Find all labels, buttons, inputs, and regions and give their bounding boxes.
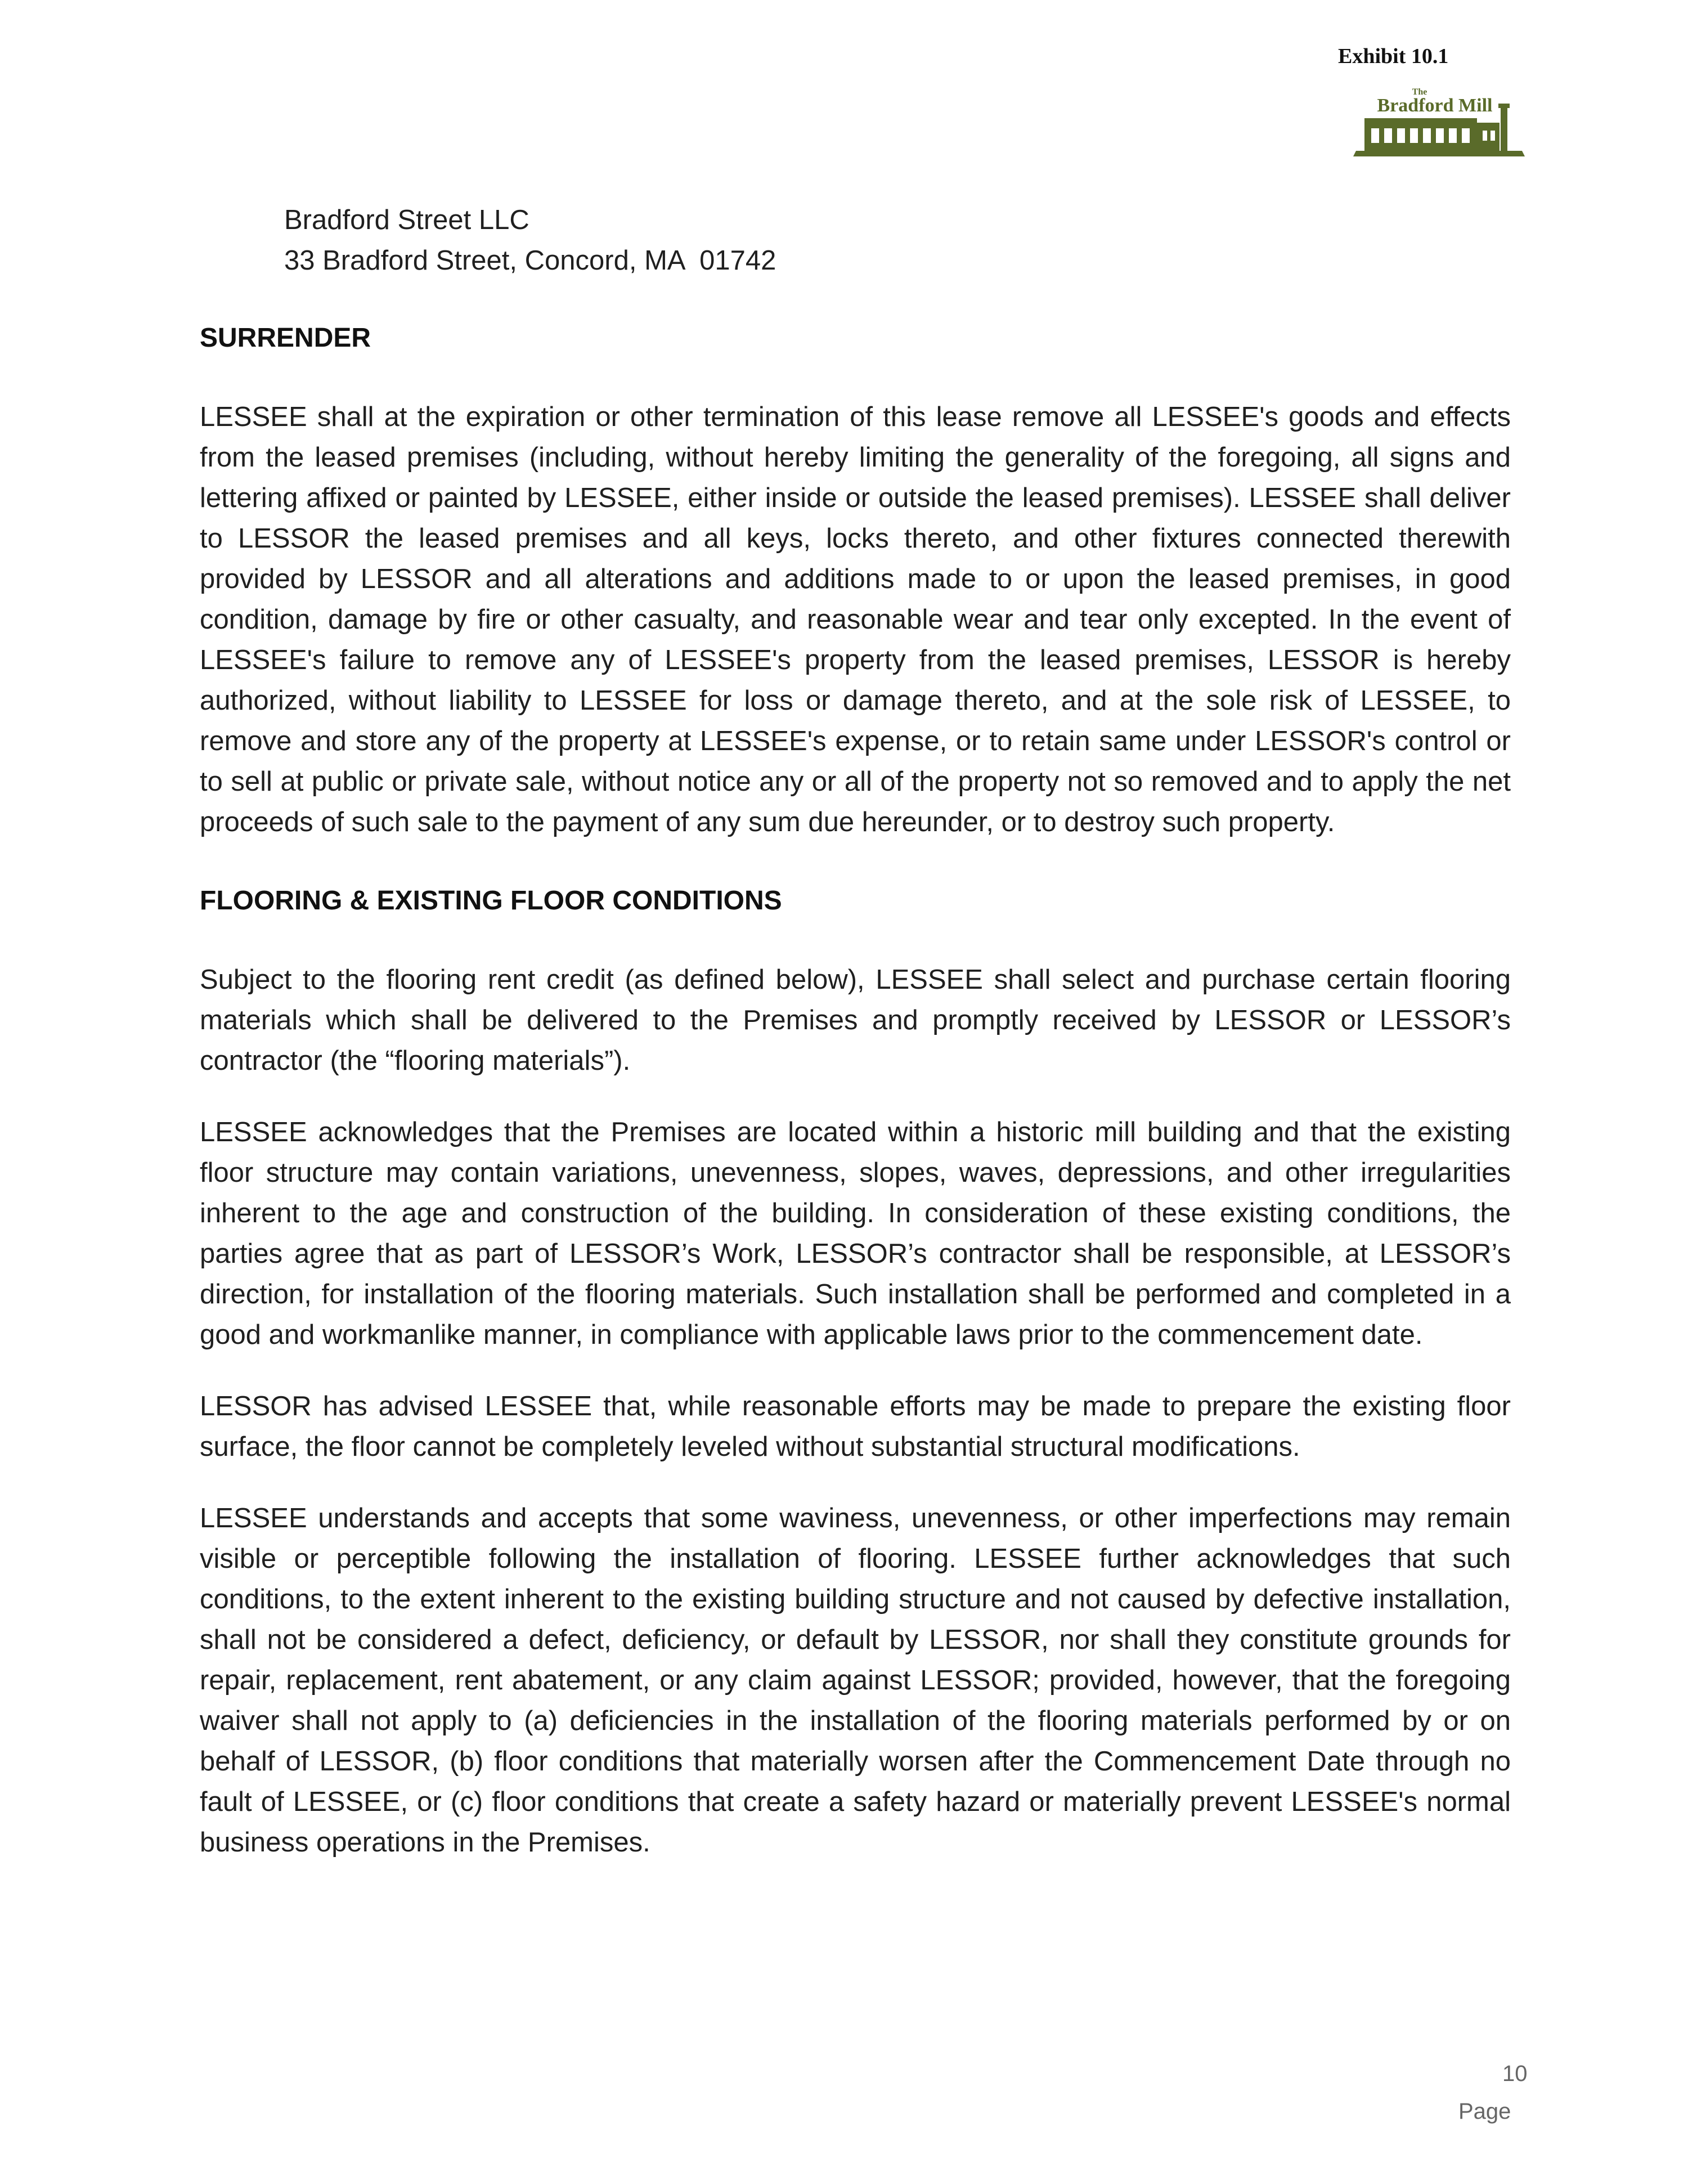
svg-text:Bradford Mill: Bradford Mill — [1377, 95, 1493, 116]
page-number: 10 — [1502, 2061, 1528, 2086]
page-label: Page — [1458, 2099, 1511, 2124]
flooring-paragraph-2: LESSEE acknowledges that the Premises are located within a historic mill building and that the existing floor structure may contain variations, unevenness, slopes, waves, depressions, and other irregularities inherent to the age and construction of the building. In consideration of these existing conditions, the parties agree that as part of LESSOR’s Work, LESSOR’s contractor shall be responsible, at LESSOR’s direction, for installation of the flooring materials. Such installation shall be performed and completed in a good and workmanlike manner, in compliance with applicable laws prior to the commencement date. — [200, 1117, 1511, 1350]
flooring-paragraph-1: Subject to the flooring rent credit (as defined below), LESSEE shall select and purchase certain flooring materials which shall be delivered to the Premises and promptly received by LESSOR or LESSOR’s contractor (the “flooring materials”). — [200, 965, 1511, 1076]
section-heading-flooring: FLOORING & EXISTING FLOOR CONDITIONS — [200, 886, 782, 916]
address-street: 33 Bradford Street, Concord, MA 01742 — [284, 245, 776, 276]
address-company: Bradford Street LLC — [284, 205, 529, 235]
document-body — [200, 318, 1511, 1863]
svg-text:The: The — [1412, 87, 1427, 97]
bradford-mill-logo — [1353, 83, 1528, 162]
section-heading-surrender: SURRENDER — [200, 323, 371, 353]
flooring-paragraph-3: LESSOR has advised LESSEE that, while reasonable efforts may be made to prepare the existing floor surface, the floor cannot be completely leveled without substantial structural modifications. — [200, 1391, 1511, 1462]
flooring-paragraph-4: LESSEE understands and accepts that some waviness, unevenness, or other imperfections may remain visible or perceptible following the installation of flooring. LESSEE further acknowledges that such conditions, to the extent inherent to the existing building structure and not caused by defective installation, shall not be considered a defect, deficiency, or default by LESSOR, nor shall they constitute grounds for repair, replacement, rent abatement, or any claim against LESSOR; provided, however, that the foregoing waiver shall not apply to (a) deficiencies in the installation of the flooring materials performed by or on behalf of LESSOR, (b) floor conditions that materially worsen after the Commencement Date through no fault of LESSEE, or (c) floor conditions that create a safety hazard or materially prevent LESSEE's normal business operations in the Premises. — [200, 1503, 1511, 1858]
surrender-paragraph: LESSEE shall at the expiration or other termination of this lease remove all LESSEE's goods and effects from the leased premises (including, without hereby limiting the generality of the foregoing, all signs and lettering affixed or painted by LESSEE, either inside or outside the leased premises). LESSEE shall deliver to LESSOR the leased premises and all keys, locks thereto, and other fixtures connected therewith provided by LESSOR and all alterations and additions made to or upon the leased premises, in good condition, damage by fire or other casualty, and reasonable wear and tear only excepted. In the event of LESSEE's failure to remove any of LESSEE's property from the leased premises, LESSOR is hereby authorized, without liability to LESSEE for loss or damage thereto, and at the sole risk of LESSEE, to remove and store any of the property at LESSEE's expense, or to retain same under LESSOR's control or to sell at public or private sale, without notice any or all of the property not so removed and to apply the net proceeds of such sale to the payment of any sum due hereunder, or to destroy such property. — [200, 402, 1511, 837]
lessor-address — [284, 200, 776, 281]
exhibit-label: Exhibit 10.1 — [1338, 44, 1449, 68]
